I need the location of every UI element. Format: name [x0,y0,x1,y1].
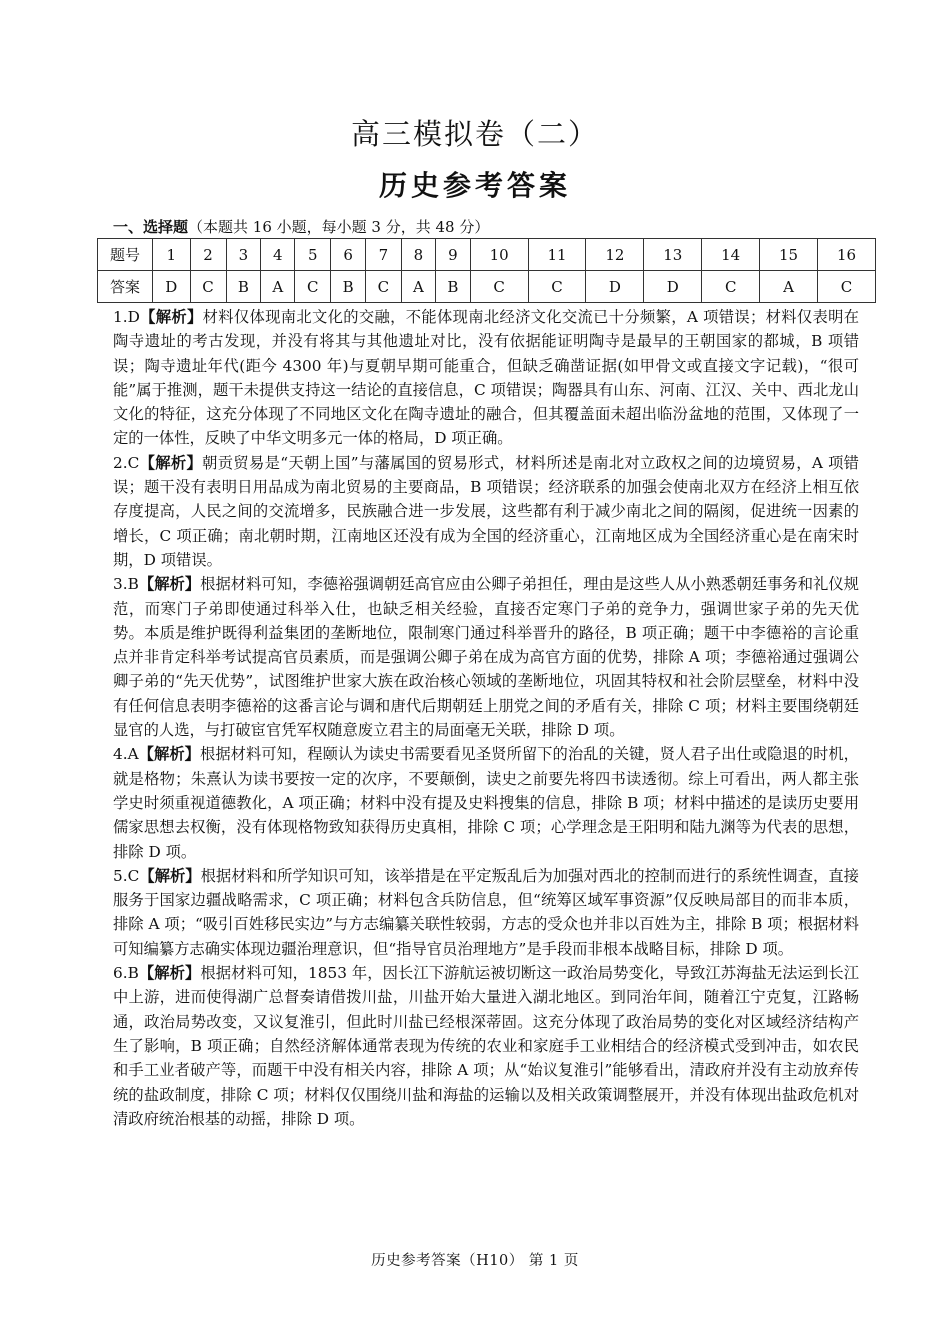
answer-cell: C [365,271,401,303]
explanation-number: 6.B [113,964,139,983]
row-label-number: 题号 [98,239,153,271]
explanation-number: 2.C [113,453,140,472]
explanation-text: 根据材料和所学知识可知，该举措是在平定叛乱后为加强对西北的控制而进行的系统性调查，直接服务于国家边疆战略需求，C 项正确；材料包含兵防信息，但“统筹区域军事资源”仅反映局部目的而非本质，排除 A 项；“吸引百姓移民实边”与方志编纂关联性较弱，方志的受众也并非以百姓为主，排除 B 项；根据材料可知编纂方志确实体现边疆治理意识，但“指导官员治理地方”是手段而非根本战略目标，排除 D 项。 [113,866,859,958]
page-subtitle: 历史参考答案 [378,169,571,202]
answer-cell: C [528,271,586,303]
question-number: 8 [401,239,435,271]
page-footer: 历史参考答案（H10） 第 1 页 [371,1253,579,1269]
explanation-text: 根据材料可知，1853 年，因长江下游航运被切断这一政治局势变化，导致江苏海盐无法运到长江中上游，进而使得湖广总督奏请借拨川盐，川盐开始大量进入湖北地区。到同治年间，随着江宁克复，江路畅通，政治局势改变，又议复淮引，但此时川盐已经根深蒂固。这充分体现了政治局势的变化对区域经济结构产生了影响，B 项正确；自然经济解体通常表现为传统的农业和家庭手工业相结合的经济模式受到冲击，如农民和手工业者破产等，而题干中没有相关内容，排除 A 项；从“始议复淮引”能够看出，清政府并没有主动放弃传统的盐政制度，排除 C 项；材料仅仅围绕川盐和海盐的运输以及相关政策调整展开，并没有体现出盐政危机对清政府统治根基的动摇，排除 D 项。 [113,964,859,1128]
answer-cell: D [644,271,702,303]
answer-cell: A [401,271,435,303]
answer-cell: D [153,271,191,303]
explanation-text: 朝贡贸易是“天朝上国”与藩属国的贸易形式，材料所述是南北对立政权之间的边境贸易，A 项错误；题干没有表明日用品成为南北贸易的主要商品，B 项错误；经济联系的加强会使南北双方在经济上相互依存度提高，人民之间的交流增多，民族融合进一步发展，这些都有利于减少南北之间的隔阂，促进统一因素的增长，C 项正确；南北朝时期，江南地区还没有成为全国的经济重心，江南地区成为全国经济重心是在南宋时期，D 项错误。 [113,453,859,569]
explanation-tag: 【解析】 [139,453,203,472]
explanation-item [113,864,859,961]
question-number: 9 [436,239,471,271]
explanation-tag: 【解析】 [139,866,201,885]
explanation-tag: 【解析】 [138,964,201,983]
question-number: 14 [702,239,760,271]
section-heading [113,216,489,237]
explanation-text: 根据材料可知，李德裕强调朝廷高官应由公卿子弟担任，理由是这些人从小熟悉朝廷事务和礼仪规范，而寒门子弟即使通过科举入仕，也缺乏相关经验，直接否定寒门子弟的竞争力，强调世家子弟的先天优势。本质是维护既得利益集团的垄断地位，限制寒门通过科举晋升的路径，B 项正确；题干中李德裕的言论重点并非肯定科举考试提高官员素质，而是强调公卿子弟在成为高官方面的优势，排除 A 项；李德裕通过强调公卿子弟的“先天优势”，试图维护世家大族在政治核心领域的垄断地位，巩固其特权和社会阶层壁垒，材料中没有任何信息表明李德裕的这番言论与调和唐代后期朝廷上朋党之间的矛盾有关，排除 C 项；材料主要围绕朝廷显官的人选，与打破宦官凭军权随意废立君主的局面毫无关联，排除 D 项。 [113,575,859,740]
answer-cell: D [586,271,644,303]
explanation-text: 根据材料可知，程颐认为读史书需要看见圣贤所留下的治乱的关键，贤人君子出仕或隐退的时机，就是格物；朱熹认为读书要按一定的次序，不要颠倒，读史之前要先将四书读透彻。综上可看出，两人都主张学史时须重视道德教化，A 项正确；材料中没有提及史料搜集的信息，排除 B 项；材料中描述的是读历史要用儒家思想去权衡，没有体现格物致知获得历史真相，排除 C 项；心学理念是王阳明和陆九渊等为代表的思想，排除 D 项。 [113,745,859,861]
question-number: 13 [644,239,702,271]
row-label-answer: 答案 [98,271,153,303]
explanation-tag: 【解析】 [138,575,201,594]
answer-cell: B [331,271,366,303]
explanation-tag: 【解析】 [139,308,203,326]
question-number-row [98,239,876,271]
section-note: （本题共 16 小题，每小题 3 分，共 48 分） [188,218,490,236]
explanation-number: 3.B [113,575,139,594]
answer-cell: B [226,271,261,303]
question-number: 2 [190,239,226,271]
answer-cell: C [818,271,876,303]
answer-cell: C [470,271,528,303]
page-title: 高三模拟卷（二） [350,117,599,151]
question-number: 16 [818,239,876,271]
explanation-text: 材料仅体现南北文化的交融，不能体现南北经济文化交流已十分频繁，A 项错误；材料仅表明在陶寺遗址的考古发现，并没有将其与其他遗址对比，没有依据能证明陶寺是最早的王朝国家的都城，B 项错误；陶寺遗址年代(距今 4300 年)与夏朝早期可能重合，但缺乏确凿证据(如甲骨文或直接文字记载)，“很可能”属于推测，题干未提供支持这一结论的直接信息，C 项错误；陶器具有山东、河南、江汉、关中、西北龙山文化的特征，这充分体现了不同地区文化在陶寺遗址的融合，但其覆盖面未超出临汾盆地的范围，又体现了一定的一体性，反映了中华文明多元一体的格局，D 项正确。 [113,308,859,448]
question-number: 7 [365,239,401,271]
question-number: 5 [295,239,331,271]
question-number: 6 [331,239,366,271]
explanation-number: 1.D [113,308,140,326]
explanation-item [113,742,859,863]
question-number: 12 [586,239,644,271]
question-number: 4 [261,239,295,271]
question-number: 11 [528,239,586,271]
question-number: 1 [153,239,191,271]
explanation-number: 5.C [113,866,140,885]
answer-cell: C [190,271,226,303]
explanation-item [113,305,859,451]
answer-table [97,238,876,303]
question-number: 15 [760,239,818,271]
question-number: 10 [470,239,528,271]
answer-cell: C [295,271,331,303]
explanation-item [113,451,859,572]
explanation-item [113,961,859,1131]
answer-row [98,271,876,303]
answer-cell: B [436,271,471,303]
question-number: 3 [226,239,261,271]
answer-cell: A [261,271,295,303]
explanation-tag: 【解析】 [138,745,200,764]
section-label: 一、选择题 [113,218,189,236]
explanation-number: 4.A [113,745,139,764]
explanation-item [113,572,859,742]
explanations [113,305,859,1131]
answer-cell: C [702,271,760,303]
answer-cell: A [760,271,818,303]
